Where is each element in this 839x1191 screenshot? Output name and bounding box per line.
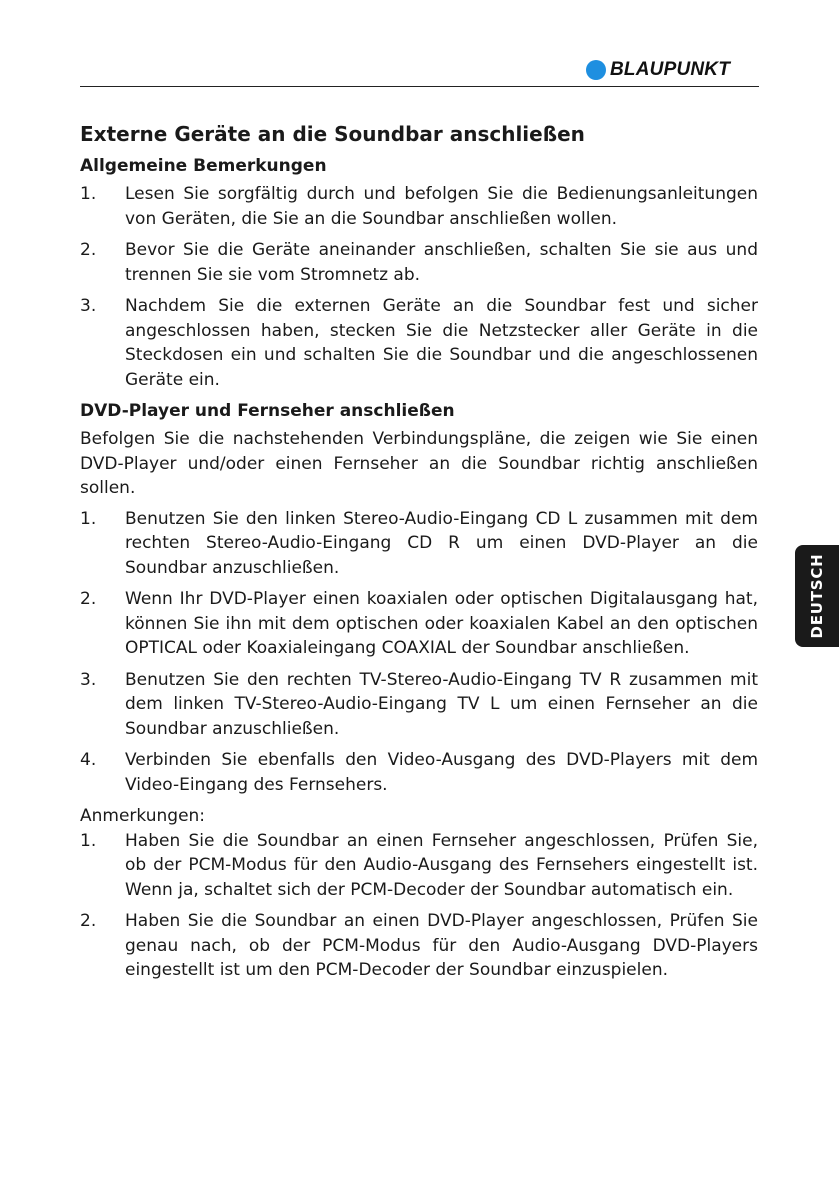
brand-name: BLAUPUNKT: [610, 59, 731, 80]
list-item: [80, 587, 758, 661]
list-item: [80, 507, 758, 581]
list-item-number: 1.: [80, 184, 97, 204]
notes-heading: Anmerkungen:: [80, 806, 206, 826]
list-item-number: 2.: [80, 911, 97, 931]
list-item: [80, 748, 758, 797]
list-item-text: Haben Sie die Soundbar an einen DVD-Player angeschlossen, Prüfen Sie genau nach, ob der PCM-Modus für den Audio-Ausgang DVD-Players eingestellt ist um den PCM-Decoder der Soundbar einzuspielen.: [125, 911, 758, 980]
page-title: Externe Geräte an die Soundbar anschließen: [80, 122, 585, 146]
header-divider: [80, 86, 759, 87]
list-item-text: Haben Sie die Soundbar an einen Fernseher angeschlossen, Prüfen Sie, ob der PCM-Modus für den Audio-Ausgang des Fernsehers eingestellt ist. Wenn ja, schaltet sich der PCM-Decoder der Soundbar automatisch ein.: [125, 830, 758, 900]
list-item: [80, 182, 758, 231]
list-item-number: 3.: [80, 669, 97, 690]
list-item: [80, 909, 758, 983]
list-item-number: 1.: [80, 508, 97, 529]
list-item-text: Benutzen Sie den linken Stereo-Audio-Eingang CD L zusammen mit dem rechten Stereo-Audio-Eingang CD R um einen DVD-Player an die Soundbar anzuschließen.: [125, 508, 758, 578]
list-item-number: 3.: [80, 296, 97, 316]
list-item: [80, 294, 758, 392]
section-heading-dvd-tv: DVD-Player und Fernseher anschließen: [80, 401, 455, 421]
section-intro: Befolgen Sie die nachstehenden Verbindungspläne, die zeigen wie Sie einen DVD-Player und/oder einen Fernseher an die Soundbar richtig anschließen sollen.: [80, 429, 758, 498]
list-item-number: 1.: [80, 830, 97, 851]
list-item-number: 2.: [80, 240, 97, 260]
list-item-text: Nachdem Sie die externen Geräte an die Soundbar fest und sicher angeschlossen haben, stecken Sie die Netzstecker aller Geräte in die Steckdosen ein und schalten Sie die Soundbar und die angeschlossenen Geräte ein.: [125, 296, 758, 390]
list-item: [80, 668, 758, 742]
list-item-number: 2.: [80, 589, 97, 609]
list-item-text: Verbinden Sie ebenfalls den Video-Ausgang des DVD-Players mit dem Video-Eingang des Fernsehers.: [125, 750, 758, 795]
list-item-number: 4.: [80, 750, 97, 770]
list-item: [80, 238, 758, 287]
brand-logo: [586, 60, 730, 80]
language-side-tab: [795, 545, 839, 647]
language-side-tab-label: DEUTSCH: [808, 553, 826, 639]
brand-dot-icon: [586, 60, 606, 80]
notes-list: [80, 829, 758, 983]
list-item-text: Bevor Sie die Geräte aneinander anschließen, schalten Sie sie aus und trennen Sie sie vom Stromnetz ab.: [125, 240, 758, 285]
general-remarks-list: [80, 182, 758, 392]
dvd-tv-steps-list: [80, 507, 758, 798]
list-item-text: Benutzen Sie den rechten TV-Stereo-Audio-Eingang TV R zusammen mit dem linken TV-Stereo-Audio-Eingang TV L um einen Fernseher an die Soundbar anzuschließen.: [125, 669, 758, 739]
list-item: [80, 829, 758, 903]
list-item-text: Lesen Sie sorgfältig durch und befolgen Sie die Bedienungsanleitungen von Geräten, die Sie an die Soundbar anschließen wollen.: [125, 184, 758, 229]
section-heading-general: Allgemeine Bemerkungen: [80, 156, 327, 176]
list-item-text: Wenn Ihr DVD-Player einen koaxialen oder optischen Digitalausgang hat, können Sie ihn mit dem optischen oder koaxialen Kabel an den optischen OPTICAL oder Koaxialeingang COAXIAL der Soundbar anschließen.: [125, 589, 758, 658]
page-content: [80, 121, 758, 990]
